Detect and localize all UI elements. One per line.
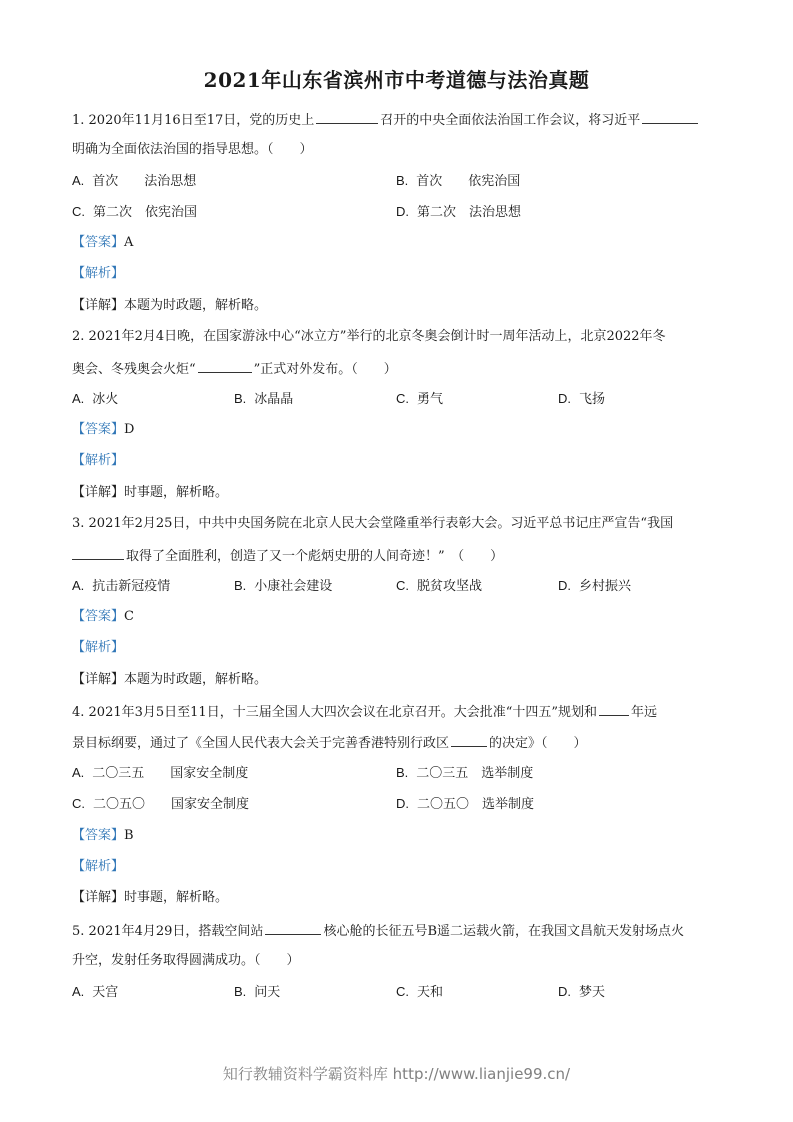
question-4-answer: 【答案】B [72, 828, 134, 843]
question-4-stem: 4. 2021年3月5日至11日，十三届全国人大四次会议在北京召开。大会批准“十四五”规划和 年远 [72, 702, 657, 722]
question-2-detail: 【详解】时事题，解析略。 [72, 485, 229, 500]
question-2-option-b: B. 冰晶晶 [234, 391, 294, 407]
question-4-stem-cont: 景目标纲要，通过了《全国人民代表大会关于完善香港特别行政区 的决定》（ ） [72, 733, 587, 753]
question-3-option-b: B. 小康社会建设 [234, 578, 333, 594]
question-1-option-a: A. 首次 法治思想 [72, 173, 197, 189]
question-3-stem: 3. 2021年2月25日，中共中央国务院在北京人民大会堂隆重举行表彰大会。习近平总书记庄严宣告“我国 [72, 516, 674, 531]
question-4-detail: 【详解】时事题，解析略。 [72, 890, 229, 905]
question-2-option-d: D. 飞扬 [558, 391, 606, 407]
question-1-analysis: 【解析】 [72, 266, 125, 281]
question-1-option-b: B. 首次 依宪治国 [396, 173, 521, 189]
question-1-option-d: D. 第二次 法治思想 [396, 204, 522, 220]
answer-blank [316, 110, 378, 124]
question-4-option-a: A. 二〇三五 国家安全制度 [72, 765, 249, 781]
answer-blank [451, 733, 487, 747]
question-4-option-c: C. 二〇五〇 国家安全制度 [72, 796, 250, 812]
question-5-option-c: C. 天和 [396, 984, 444, 1000]
question-1-answer: 【答案】A [72, 235, 134, 250]
question-4-option-b: B. 二〇三五 选举制度 [396, 765, 534, 781]
page-title: 2021年山东省滨州市中考道德与法治真题 [203, 68, 590, 92]
answer-blank [265, 921, 321, 935]
page-footer-watermark: 知行教辅资料学霸资料库 http://www.lianjie99.cn/ [222, 1065, 571, 1083]
question-1-detail: 【详解】本题为时政题，解析略。 [72, 298, 268, 313]
question-4-option-d: D. 二〇五〇 选举制度 [396, 796, 535, 812]
answer-blank [72, 546, 124, 560]
question-3-option-d: D. 乡村振兴 [558, 578, 632, 594]
question-5-option-a: A. 天宫 [72, 984, 119, 1000]
question-3-analysis: 【解析】 [72, 640, 125, 655]
question-2-option-c: C. 勇气 [396, 391, 444, 407]
question-1-stem-cont: 明确为全面依法治国的指导思想。（ ） [72, 142, 313, 157]
question-3-detail: 【详解】本题为时政题，解析略。 [72, 672, 268, 687]
question-3-option-a: A. 抗击新冠疫情 [72, 578, 171, 594]
question-3-option-c: C. 脱贫攻坚战 [396, 578, 483, 594]
question-4-analysis: 【解析】 [72, 859, 125, 874]
question-2-option-a: A. 冰火 [72, 391, 119, 407]
answer-blank [198, 359, 252, 373]
question-2-stem: 2. 2021年2月4日晚，在国家游泳中心“冰立方”举行的北京冬奥会倒计时一周年活动上，北京2022年冬 [72, 329, 666, 344]
question-3-answer: 【答案】C [72, 609, 134, 624]
question-1-option-c: C. 第二次 依宪治国 [72, 204, 198, 220]
question-2-answer: 【答案】D [72, 422, 135, 437]
answer-blank [599, 702, 629, 716]
question-5-option-d: D. 梦天 [558, 984, 606, 1000]
question-5-stem: 5. 2021年4月29日，搭载空间站 核心舱的长征五号B遥二运载火箭，在我国文昌航天发射场点火 [72, 921, 684, 941]
question-2-stem-cont: 奥会、冬残奥会火炬“ ”正式对外发布。（ ） [72, 359, 397, 379]
question-3-stem-cont: 取得了全面胜利，创造了又一个彪炳史册的人间奇迹！” （ ） [72, 546, 503, 566]
question-5-option-b: B. 问天 [234, 984, 281, 1000]
question-1-stem: 1. 2020年11月16日至17日，党的历史上 召开的中央全面依法治国工作会议，将习近平 [72, 110, 700, 130]
question-5-stem-cont: 升空，发射任务取得圆满成功。（ ） [72, 953, 300, 968]
question-2-analysis: 【解析】 [72, 453, 125, 468]
answer-blank [642, 110, 698, 124]
